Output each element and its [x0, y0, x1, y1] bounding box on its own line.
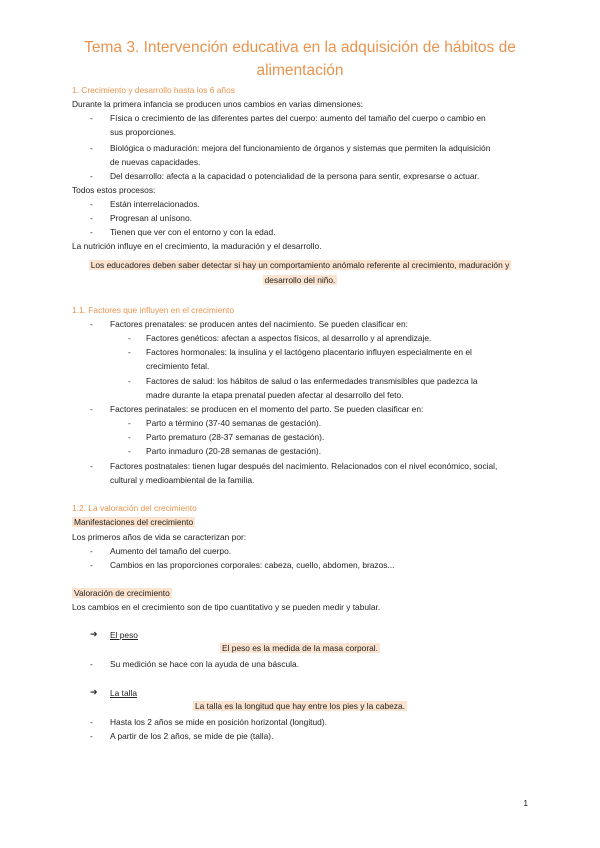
- factores-hormonales-2: crecimiento fetal.: [146, 361, 210, 371]
- dash-bullet: -: [90, 143, 93, 153]
- dash-bullet: -: [90, 171, 93, 181]
- proceso-2: Progresan al unísono.: [110, 213, 192, 223]
- proceso-3: Tienen que ver con el entorno y con la edad.: [110, 227, 276, 237]
- dash-bullet: -: [128, 347, 131, 357]
- parto-inmaduro: Parto inmaduro (20-28 semanas de gestación).: [146, 446, 322, 456]
- valoracion-heading: [72, 587, 172, 599]
- valoracion-text: Valoración de crecimiento: [74, 588, 170, 598]
- factores-salud-2: madre durante la etapa prenatal pueden afectar al desarrollo del feto.: [146, 390, 404, 400]
- arrow-right-icon: ➔: [90, 687, 98, 697]
- procesos-intro: Todos estos procesos:: [72, 185, 156, 195]
- parto-termino: Parto a término (37-40 semanas de gestación).: [146, 418, 322, 428]
- nutricion-text: La nutrición influye en el crecimiento, la maduración y el desarrollo.: [72, 241, 322, 251]
- highlight-line-1: [0, 259, 600, 272]
- peso-heading: El peso: [110, 630, 138, 640]
- dash-bullet: -: [90, 659, 93, 669]
- talla-definition-line: [0, 700, 600, 713]
- factores-postnatales-2: cultural y medioambiental de la familia.: [110, 475, 255, 485]
- title-line-2: alimentación: [256, 62, 344, 79]
- page-number: 1: [523, 798, 528, 808]
- factores-prenatales: Factores prenatales: se producen antes del nacimiento. Se pueden clasificar en:: [110, 319, 408, 329]
- manifestacion-2: Cambios en las proporciones corporales: cabeza, cuello, abdomen, brazos...: [110, 560, 395, 570]
- manifestaciones-text: Manifestaciones del crecimiento: [74, 517, 194, 527]
- highlight-text-2: desarrollo del niño.: [264, 275, 336, 285]
- factores-postnatales-1: Factores postnatales: tienen lugar después del nacimiento. Relacionados con el nivel económico, social,: [110, 461, 498, 471]
- dash-bullet: -: [90, 546, 93, 556]
- dash-bullet: -: [90, 731, 93, 741]
- section-1-2-heading: 1.2. La valoración del crecimiento: [72, 503, 197, 513]
- highlight-text-1: Los educadores deben saber detectar si hay un comportamiento anómalo referente al crecimiento, maduración y: [90, 260, 510, 270]
- peso-definition: El peso es la medida de la masa corporal.: [222, 643, 378, 653]
- bullet-fisica-2: sus proporciones.: [110, 127, 177, 137]
- peso-definition-line: [0, 642, 600, 655]
- bullet-desarrollo: Del desarrollo: afecta a la capacidad o potencialidad de la persona para sentir, expresarse o actuar.: [110, 171, 480, 181]
- dash-bullet: -: [90, 461, 93, 471]
- proceso-1: Están interrelacionados.: [110, 199, 200, 209]
- peso-medicion: Su medición se hace con la ayuda de una báscula.: [110, 659, 300, 669]
- page-title: [40, 36, 560, 82]
- dash-bullet: -: [128, 418, 131, 428]
- factores-geneticos: Factores genéticos: afectan a aspectos físicos, al desarrollo y al aprendizaje.: [146, 333, 432, 343]
- section-1-intro: Durante la primera infancia se producen unos cambios en varias dimensiones:: [72, 99, 363, 109]
- dash-bullet: -: [90, 560, 93, 570]
- dash-bullet: -: [90, 717, 93, 727]
- title-line-1: Tema 3. Intervención educativa en la adquisición de hábitos de: [84, 39, 516, 56]
- bullet-biologica-2: de nuevas capacidades.: [110, 157, 201, 167]
- factores-salud-1: Factores de salud: los hábitos de salud o las enfermedades transmisibles que padezca la: [146, 376, 478, 386]
- factores-hormonales-1: Factores hormonales: la insulina y el lactógeno placentario influyen especialmente en el: [146, 347, 472, 357]
- dash-bullet: -: [128, 446, 131, 456]
- dash-bullet: -: [90, 404, 93, 414]
- talla-medicion-1: Hasta los 2 años se mide en posición horizontal (longitud).: [110, 717, 327, 727]
- highlight-line-2: [0, 274, 600, 287]
- section-1-1-heading: 1.1. Factores que influyen en el crecimiento: [72, 305, 235, 315]
- manifestaciones-heading: [72, 516, 195, 528]
- dash-bullet: -: [128, 432, 131, 442]
- factores-perinatales: Factores perinatales: se producen en el momento del parto. Se pueden clasificar en:: [110, 404, 424, 414]
- manifestaciones-intro: Los primeros años de vida se caracterizan por:: [72, 532, 247, 542]
- talla-medicion-2: A partir de los 2 años, se mide de pie (talla).: [110, 731, 274, 741]
- dash-bullet: -: [128, 376, 131, 386]
- dash-bullet: -: [90, 199, 93, 209]
- valoracion-intro: Los cambios en el crecimiento son de tipo cuantitativo y se pueden medir y tabular.: [72, 602, 381, 612]
- dash-bullet: -: [90, 213, 93, 223]
- section-1-heading: 1. Crecimiento y desarrollo hasta los 6 años: [72, 85, 235, 95]
- bullet-fisica-1: Física o crecimiento de las diferentes partes del cuerpo: aumento del tamaño del cuerpo o cambio en: [110, 113, 486, 123]
- bullet-biologica-1: Biológica o maduración: mejora del funcionamiento de órganos y sistemas que permiten la adquisición: [110, 143, 491, 153]
- dash-bullet: -: [90, 227, 93, 237]
- manifestacion-1: Aumento del tamaño del cuerpo.: [110, 546, 232, 556]
- parto-prematuro: Parto prematuro (28-37 semanas de gestación).: [146, 432, 325, 442]
- talla-heading: La talla: [110, 688, 138, 698]
- talla-definition: La talla es la longitud que hay entre los pies y la cabeza.: [195, 701, 405, 711]
- arrow-right-icon: ➔: [90, 629, 98, 639]
- dash-bullet: -: [90, 319, 93, 329]
- dash-bullet: -: [128, 333, 131, 343]
- dash-bullet: -: [90, 113, 93, 123]
